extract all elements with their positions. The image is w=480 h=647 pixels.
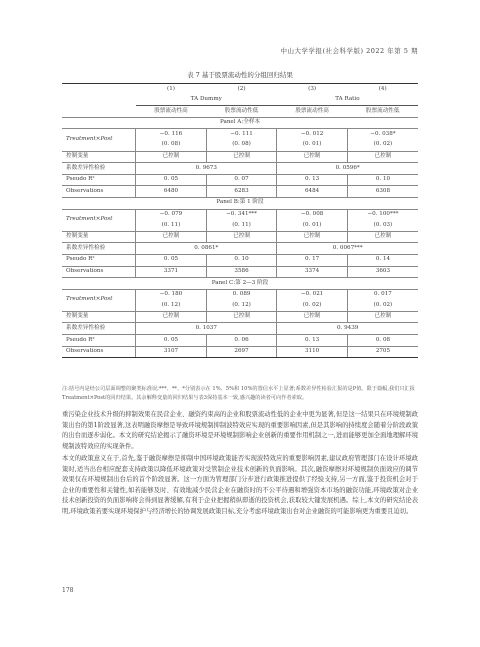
table-cell: (0. 03) [347,220,418,231]
table-cell: 6484 [277,186,348,198]
table-cell: 2705 [347,346,418,358]
row-label: Observations [62,266,136,278]
table-cell: 已控制 [347,231,418,243]
table-cell: (0. 02) [347,140,418,151]
table-cell: 2697 [206,346,277,358]
table-cell: 0. 0596* [277,163,418,175]
table-cell: 已控制 [347,311,418,323]
table-row [62,254,418,266]
table-cell: (0. 11) [136,220,207,231]
row-label: 系数差异性检验 [62,163,136,175]
table-row [62,335,418,347]
table-cell: (0. 01) [277,140,348,151]
table-cell: 6283 [206,186,277,198]
table-cell: (0. 11) [206,220,277,231]
table-cell: 已控制 [277,231,348,243]
table-row [62,231,418,243]
table-row [62,323,418,335]
col-number: (4) [347,84,418,95]
page-number: 178 [62,587,74,594]
row-label: Observations [62,346,136,358]
table-cell: 已控制 [136,231,207,243]
row-label: Treatment×Post [62,129,136,151]
table-cell: 0. 07 [206,174,277,186]
row-label: Treatment×Post [62,289,136,311]
table-cell: 已控制 [277,151,348,163]
table-cell: (0. 02) [277,300,348,311]
table-row [62,311,418,323]
table-cell: 已控制 [206,311,277,323]
table-cell: 0. 0861* [136,243,277,255]
table-cell: 3107 [136,346,207,358]
table-cell: 0. 13 [277,335,348,347]
row-label: Pseudo R² [62,335,136,347]
table-cell: 0. 089 [206,289,277,300]
table-cell: (0. 08) [136,140,207,151]
table-note: 注:括号内是经公司层面调整的聚类标准误;***、**、*分别表示在 1%、5%和 10%的置信水平上显著;系数差异性检验汇报的是P值。限于篇幅,我们只汇报Treatment×Post的回归结果。其余解释变量的回归结果与表3保持基本一致,感兴趣的读者可向作者索取。 [62,386,415,401]
table-cell: −0. 116 [136,129,207,140]
table-row [62,186,418,198]
table-row [62,346,418,358]
col-number: (1) [136,84,207,95]
table-cell: 0. 1037 [136,323,277,335]
table-cell: 0. 05 [136,174,207,186]
table-cell: 已控制 [136,311,207,323]
table-row [62,278,418,290]
table-cell: 0. 10 [206,254,277,266]
col-number: (3) [277,84,348,95]
table-cell: 0. 017 [347,289,418,300]
table-caption: 表 7 基于股票流动性的分组回归结果 [187,71,293,79]
table-cell: 0. 10 [347,174,418,186]
table-cell: −0. 111 [206,129,277,140]
table-cell: 6480 [136,186,207,198]
table-cell: 3603 [347,266,418,278]
table-cell: (0. 02) [347,300,418,311]
subgroup-header: 股票流动性低 [365,107,400,114]
page-header: 中山大学学报(社会科学版) 2022 年第 5 期 [280,47,418,55]
table-cell: 3374 [277,266,348,278]
row-label: Treatment×Post [62,209,136,231]
table-row [62,174,418,186]
table-cell: −0. 079 [136,209,207,220]
table-cell: −0. 021 [277,289,348,300]
panel-title: Panel C:第 2—3 阶段 [62,278,418,290]
table-cell: −0. 100*** [347,209,418,220]
table-cell: 0. 08 [347,335,418,347]
row-label: 系数差异性检验 [62,323,136,335]
table-cell: 0. 0067*** [277,243,418,255]
table-cell: −0. 008 [277,209,348,220]
table-cell: 0. 14 [347,254,418,266]
table-row [62,209,418,220]
table-cell: 3371 [136,266,207,278]
subgroup-header: 股票流动性高 [154,107,188,114]
body-paragraph: 本文的政策意义在于,首先,鉴于融资摩擦是抑制中国环境政策能否实现波特效应的重要影响因素,建议政府管理部门在设计环境政策时,适当出台相应配套支持政策以降低环境政策对受管制企业技术创新的负面影响。其次,融资摩擦对环境规制负面效应的调节效果仅在环境规制出台后的首个阶段显著。这一方面为管理部门分步进行政策推进提供了经验支持,另一方面,鉴于投资机会对于企业的重要性和关键性,如若能够及时、有效地减少民营企业在融资时的不公平待遇和增强资本市场的融资功能,环境政策对企业技术创新投资的负面影响将会得到显著缓解,有利于企业把握稍纵即逝的投资机会,获取较大键发展机遇。综上,本文的研究结论表明,环境政策若要实现环境保护与经济增长的协调发展政策目标,充分考虑环境政策出台对企业融资的可能影响更为重要且迫切。 [62,455,418,515]
panel-title: Panel B:第 1 阶段 [62,197,418,209]
table-cell: (0. 01) [277,220,348,231]
row-label: 控制变量 [62,311,136,323]
table-cell: 0. 17 [277,254,348,266]
table-row [62,266,418,278]
row-label: Observations [62,186,136,198]
table-cell: 0. 06 [206,335,277,347]
row-label: Pseudo R² [62,174,136,186]
table-row [62,243,418,255]
table-cell: 3586 [206,266,277,278]
table-row [62,151,418,163]
regression-table [62,83,418,358]
subgroup-header: 股票流动性高 [295,107,329,114]
table-cell: (0. 12) [206,300,277,311]
row-label: 系数差异性检验 [62,243,136,255]
table-cell: (0. 12) [136,300,207,311]
table-row [62,117,418,129]
table-row [62,106,418,118]
table-cell: 已控制 [136,151,207,163]
col-number: (2) [206,84,277,95]
body-paragraph: 重污染企业技术升级的抑制效果在民营企业、融资约束高的企业和股票流动性低的企业中更为显著,但是这一结果只在环境规制政策出台的第1阶段显著,这表明融资摩擦是导致环境规制抑制波特效应实现的重要影响因素,但是其影响的持续度会随着分阶段政策的出台而逐步弱化。本文的研究结论揭示了融资环境是环境规制影响企业创新的重要作用机制之一,进而能够更加全面地理解环境规制波特效应的实现条件。 [62,411,418,450]
table-row [62,163,418,175]
table-cell: 0. 9439 [277,323,418,335]
table-cell: 已控制 [277,311,348,323]
group-header: TA Dummy [136,95,277,106]
row-label: 控制变量 [62,151,136,163]
table-cell: 3110 [277,346,348,358]
row-label: Pseudo R² [62,254,136,266]
table-cell: −0. 038* [347,129,418,140]
table-cell: 0. 13 [277,174,348,186]
table-cell: 已控制 [206,231,277,243]
table-cell: 0. 05 [136,254,207,266]
table-cell: 0. 05 [136,335,207,347]
panel-title: Panel A:全样本 [62,117,418,129]
table-cell: (0. 08) [206,140,277,151]
table-row [62,289,418,300]
table-cell: −0. 180 [136,289,207,300]
table-cell: −0. 341*** [206,209,277,220]
table-row [62,129,418,140]
table-cell: 已控制 [206,151,277,163]
table-row [62,84,418,95]
table-row [62,197,418,209]
table-cell: 已控制 [347,151,418,163]
table-cell: −0. 012 [277,129,348,140]
row-label: 控制变量 [62,231,136,243]
table-row [62,95,418,106]
table-cell: 0. 9673 [136,163,277,175]
subgroup-header: 股票流动性低 [224,107,259,114]
table-cell: 6308 [347,186,418,198]
group-header: TA Ratio [277,95,418,106]
